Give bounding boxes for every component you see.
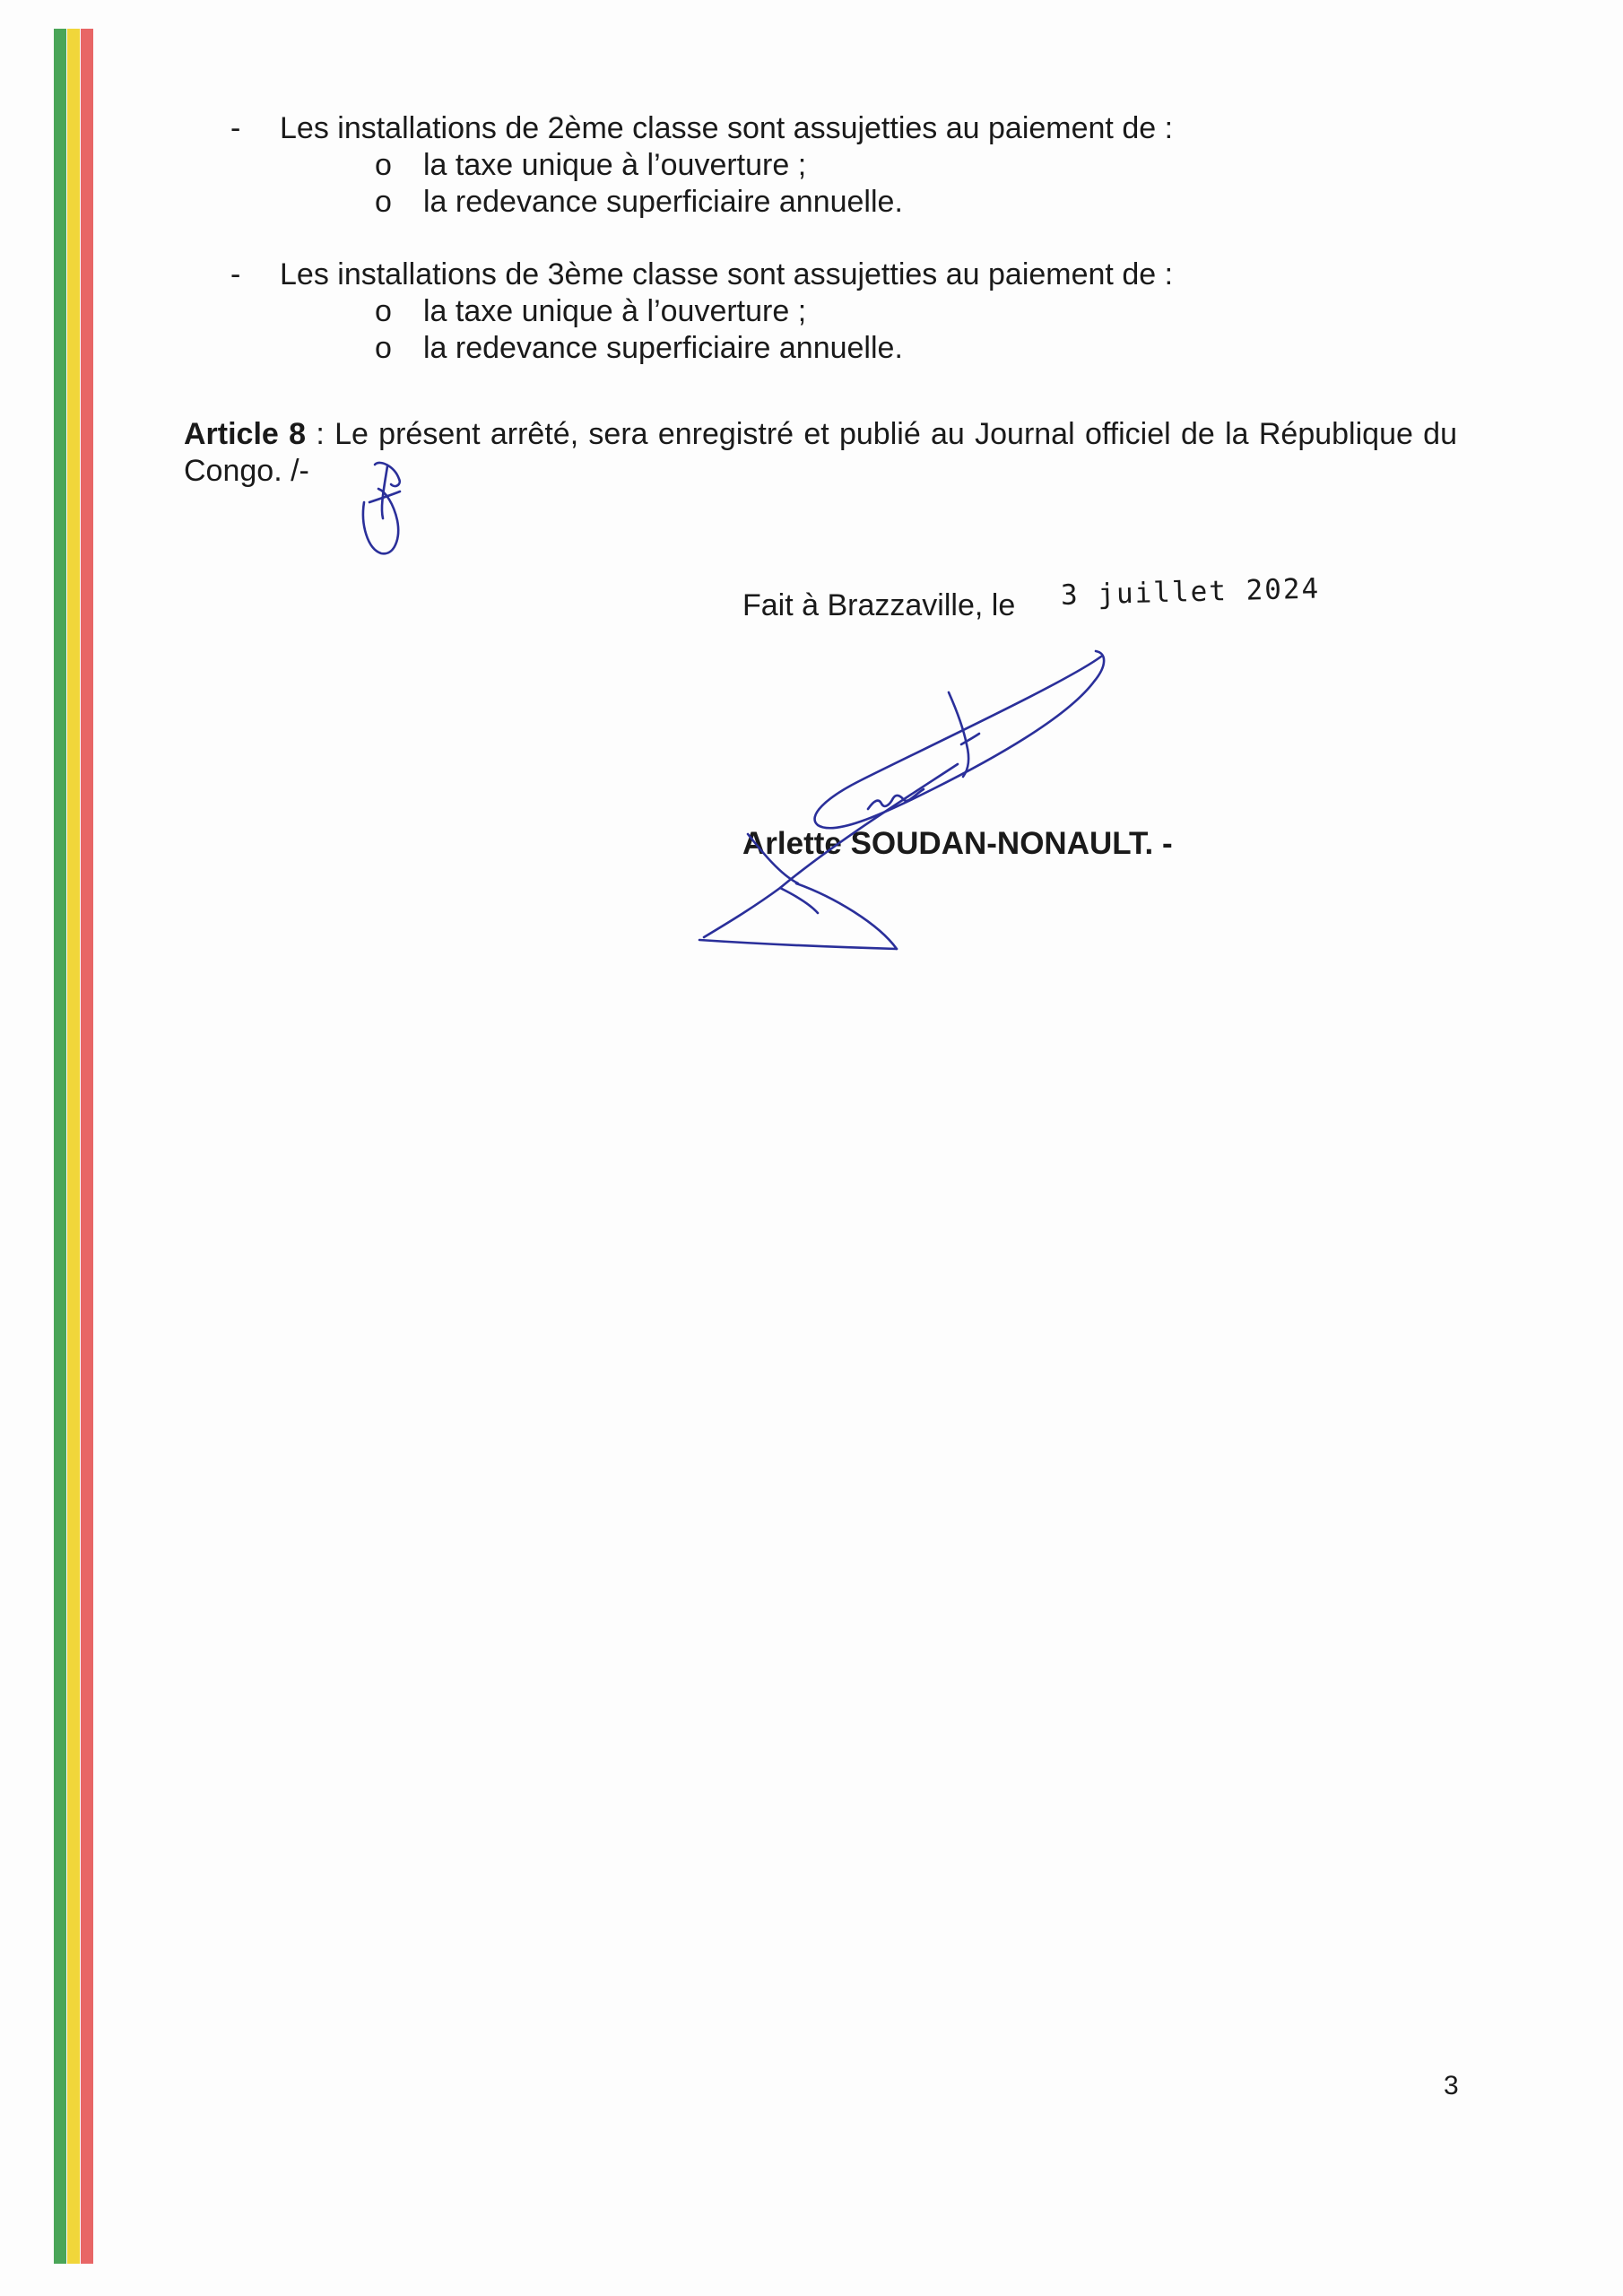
list-dash: -	[230, 257, 241, 291]
flag-stripe-red	[81, 29, 93, 2264]
article-label: Article 8	[184, 417, 307, 451]
sublist-item-text: la redevance superficiaire annuelle.	[423, 185, 903, 219]
article-separator: :	[306, 417, 335, 451]
sublist-item-text: la taxe unique à l’ouverture ;	[423, 148, 807, 182]
page-number: 3	[1444, 2071, 1459, 2100]
sublist-bullet: o	[375, 331, 392, 365]
date-stamp: 3 juillet 2024	[1060, 572, 1321, 612]
list-item-text: Les installations de 2ème classe sont assujetties au paiement de :	[280, 111, 1174, 145]
signer-name: Arlette SOUDAN-NONAULT. -	[742, 826, 1173, 861]
flag-stripe-green	[54, 29, 66, 2264]
sublist-item-text: la redevance superficiaire annuelle.	[423, 331, 903, 365]
list-item-text: Les installations de 3ème classe sont assujetties au paiement de :	[280, 257, 1174, 291]
sublist-bullet: o	[375, 185, 392, 219]
list-dash: -	[230, 111, 241, 145]
article-paragraph	[184, 416, 1457, 490]
flag-stripe-yellow	[67, 29, 80, 2264]
sublist-bullet: o	[375, 148, 392, 182]
sublist-bullet: o	[375, 294, 392, 328]
sublist-item-text: la taxe unique à l’ouverture ;	[423, 294, 807, 328]
place-label: Fait à Brazzaville, le	[742, 588, 1016, 622]
handwritten-signature	[699, 651, 1104, 949]
article-text: Le présent arrêté, sera enregistré et publié au Journal officiel de la République du Congo. /-	[184, 417, 1457, 488]
